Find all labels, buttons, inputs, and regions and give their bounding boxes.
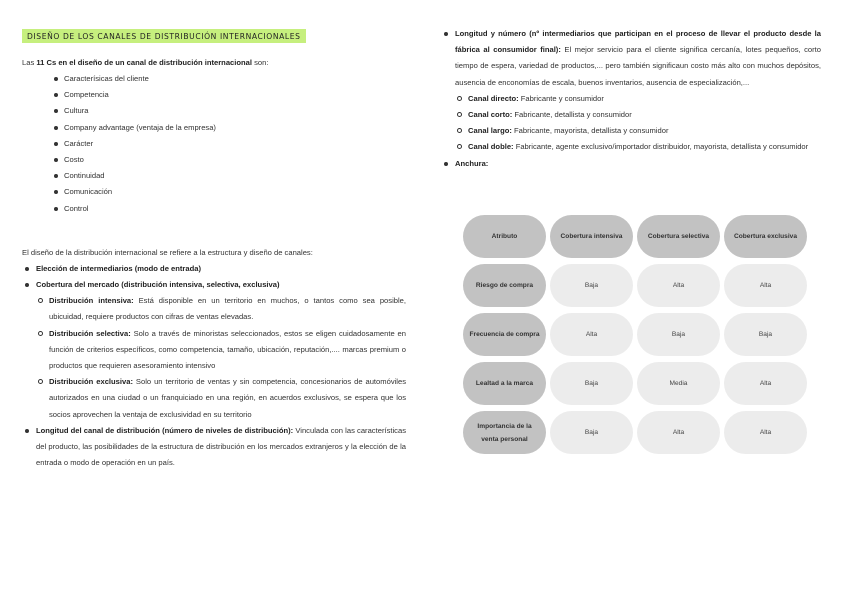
table-cell: Alta (550, 313, 633, 356)
list-item: Canal doble: Fabricante, agente exclusivo/importador distribuidor, mayorista, detallista y consumidor (468, 139, 821, 155)
page-title: DISEÑO DE LOS CANALES DE DISTRIBUCIÓN INTERNACIONALES (22, 29, 306, 43)
list-item-cobertura: Cobertura del mercado (distribución intensiva, selectiva, exclusiva) Distribución intensiva: Está disponible en un territorio en muchos, o tantos como sea posible, ubicuidad, requiere productos con cifras de ventas elevadas. Distribución selectiva: Solo a través de minoristas seleccionados, estos se eligen cuidadosamente en función de criterios específicos, como competencia, tamaño, ubicación, reputación,.... marcas premium o productos que requieren asesoramiento intensivo Distribución exclusiva: Solo un territorio de ventas y sin competencia, concesionarios de automóviles autorizados en una ciudad o un franquiciado en una región, en acuerdos exclusivos, se espera que los socios aprovechen la ventaja de exclusividad en su territorio (36, 277, 406, 423)
list-item: Costo (64, 152, 406, 168)
list-item: Continuidad (64, 168, 406, 184)
right-list (455, 26, 821, 172)
canal-sublist (468, 91, 821, 156)
table-cell: Alta (637, 411, 720, 454)
table-cell: Baja (637, 313, 720, 356)
table-header-cell: Cobertura intensiva (550, 215, 633, 258)
list-item: Canal directo: Fabricante y consumidor (468, 91, 821, 107)
cs-intro: Las 11 Cs en el diseño de un canal de distribución internacional son: (22, 58, 269, 67)
list-item-anchura: Anchura: (455, 156, 821, 172)
list-item: Competencia (64, 87, 406, 103)
table-cell: Alta (724, 264, 807, 307)
right-column (441, 26, 821, 172)
table-cell: Alta (637, 264, 720, 307)
list-item: Comunicación (64, 184, 406, 200)
coverage-table (463, 215, 807, 454)
list-item: Distribución selectiva: Solo a través de minoristas seleccionados, estos se eligen cuidadosamente en función de criterios específicos, como competencia, tamaño, ubicación, reputación,.... marcas premium o productos que requieren asesoramiento intensivo (49, 326, 406, 375)
table-header-cell: Cobertura exclusiva (724, 215, 807, 258)
table-row-header: Importancia de la venta personal (463, 411, 546, 454)
table-cell: Media (637, 362, 720, 405)
list-item: Cultura (64, 103, 406, 119)
list-item: Distribución intensiva: Está disponible en un territorio en muchos, o tantos como sea posible, ubicuidad, requiere productos con cifras de ventas elevadas. (49, 293, 406, 325)
table-cell: Baja (550, 264, 633, 307)
list-item: Carácter (64, 136, 406, 152)
list-item: Caracterísicas del cliente (64, 71, 406, 87)
table-row-header: Riesgo de compra (463, 264, 546, 307)
design-list (36, 261, 406, 472)
table-header-cell: Atributo (463, 215, 546, 258)
table-header-cell: Cobertura selectiva (637, 215, 720, 258)
design-intro: El diseño de la distribución internacional se refiere a la estructura y diseño de canales: (22, 247, 313, 257)
cobertura-sublist (49, 293, 406, 423)
list-item: Canal corto: Fabricante, detallista y consumidor (468, 107, 821, 123)
list-item: Control (64, 201, 406, 217)
table-cell: Baja (550, 362, 633, 405)
table-cell: Alta (724, 411, 807, 454)
table-cell: Baja (724, 313, 807, 356)
list-item: Company advantage (ventaja de la empresa) (64, 120, 406, 136)
list-item: Distribución exclusiva: Solo un territorio de ventas y sin competencia, concesionarios de automóviles autorizados en una ciudad o un franquiciado en una región, en acuerdos exclusivos, se espera que los socios aprovechen la ventaja de exclusividad en su territorio (49, 374, 406, 423)
table-cell: Alta (724, 362, 807, 405)
table-row-header: Frecuencia de compra (463, 313, 546, 356)
distribution-design-section (22, 245, 406, 472)
list-item-longitud-canal: Longitud del canal de distribución (número de niveles de distribución): Vinculada con las características del producto, las posibilidades de la estructura de distribución en los mercados extranjeros y la elección de la entrada o modo de operación en un país. (36, 423, 406, 472)
list-item-longitud-numero: Longitud y número (nº intermediarios que participan en el proceso de llevar el producto desde la fábrica al consumidor final): El mejor servicio para el cliente significa cercanía, lotes pequeños, corto tiempo de espera, variedad de productos,... pero también significaun costo más alto con muchos depósitos, ausencia de enconomías de escala, buenos inventarios, ausencia de especialización,... Canal directo: Fabricante y consumidor Canal corto: Fabricante, detallista y consumidor Canal largo: Fabricante, mayorista, detallista y consumidor Canal doble: Fabricante, agente exclusivo/importador distribuidor, mayorista, detallista y consumidor (455, 26, 821, 156)
table-row-header: Lealtad a la marca (463, 362, 546, 405)
table-cell: Baja (550, 411, 633, 454)
left-column (22, 26, 406, 471)
list-item-intermediarios: Elección de intermediarios (modo de entrada) (36, 261, 406, 277)
cs-list (64, 71, 406, 217)
list-item: Canal largo: Fabricante, mayorista, detallista y consumidor (468, 123, 821, 139)
